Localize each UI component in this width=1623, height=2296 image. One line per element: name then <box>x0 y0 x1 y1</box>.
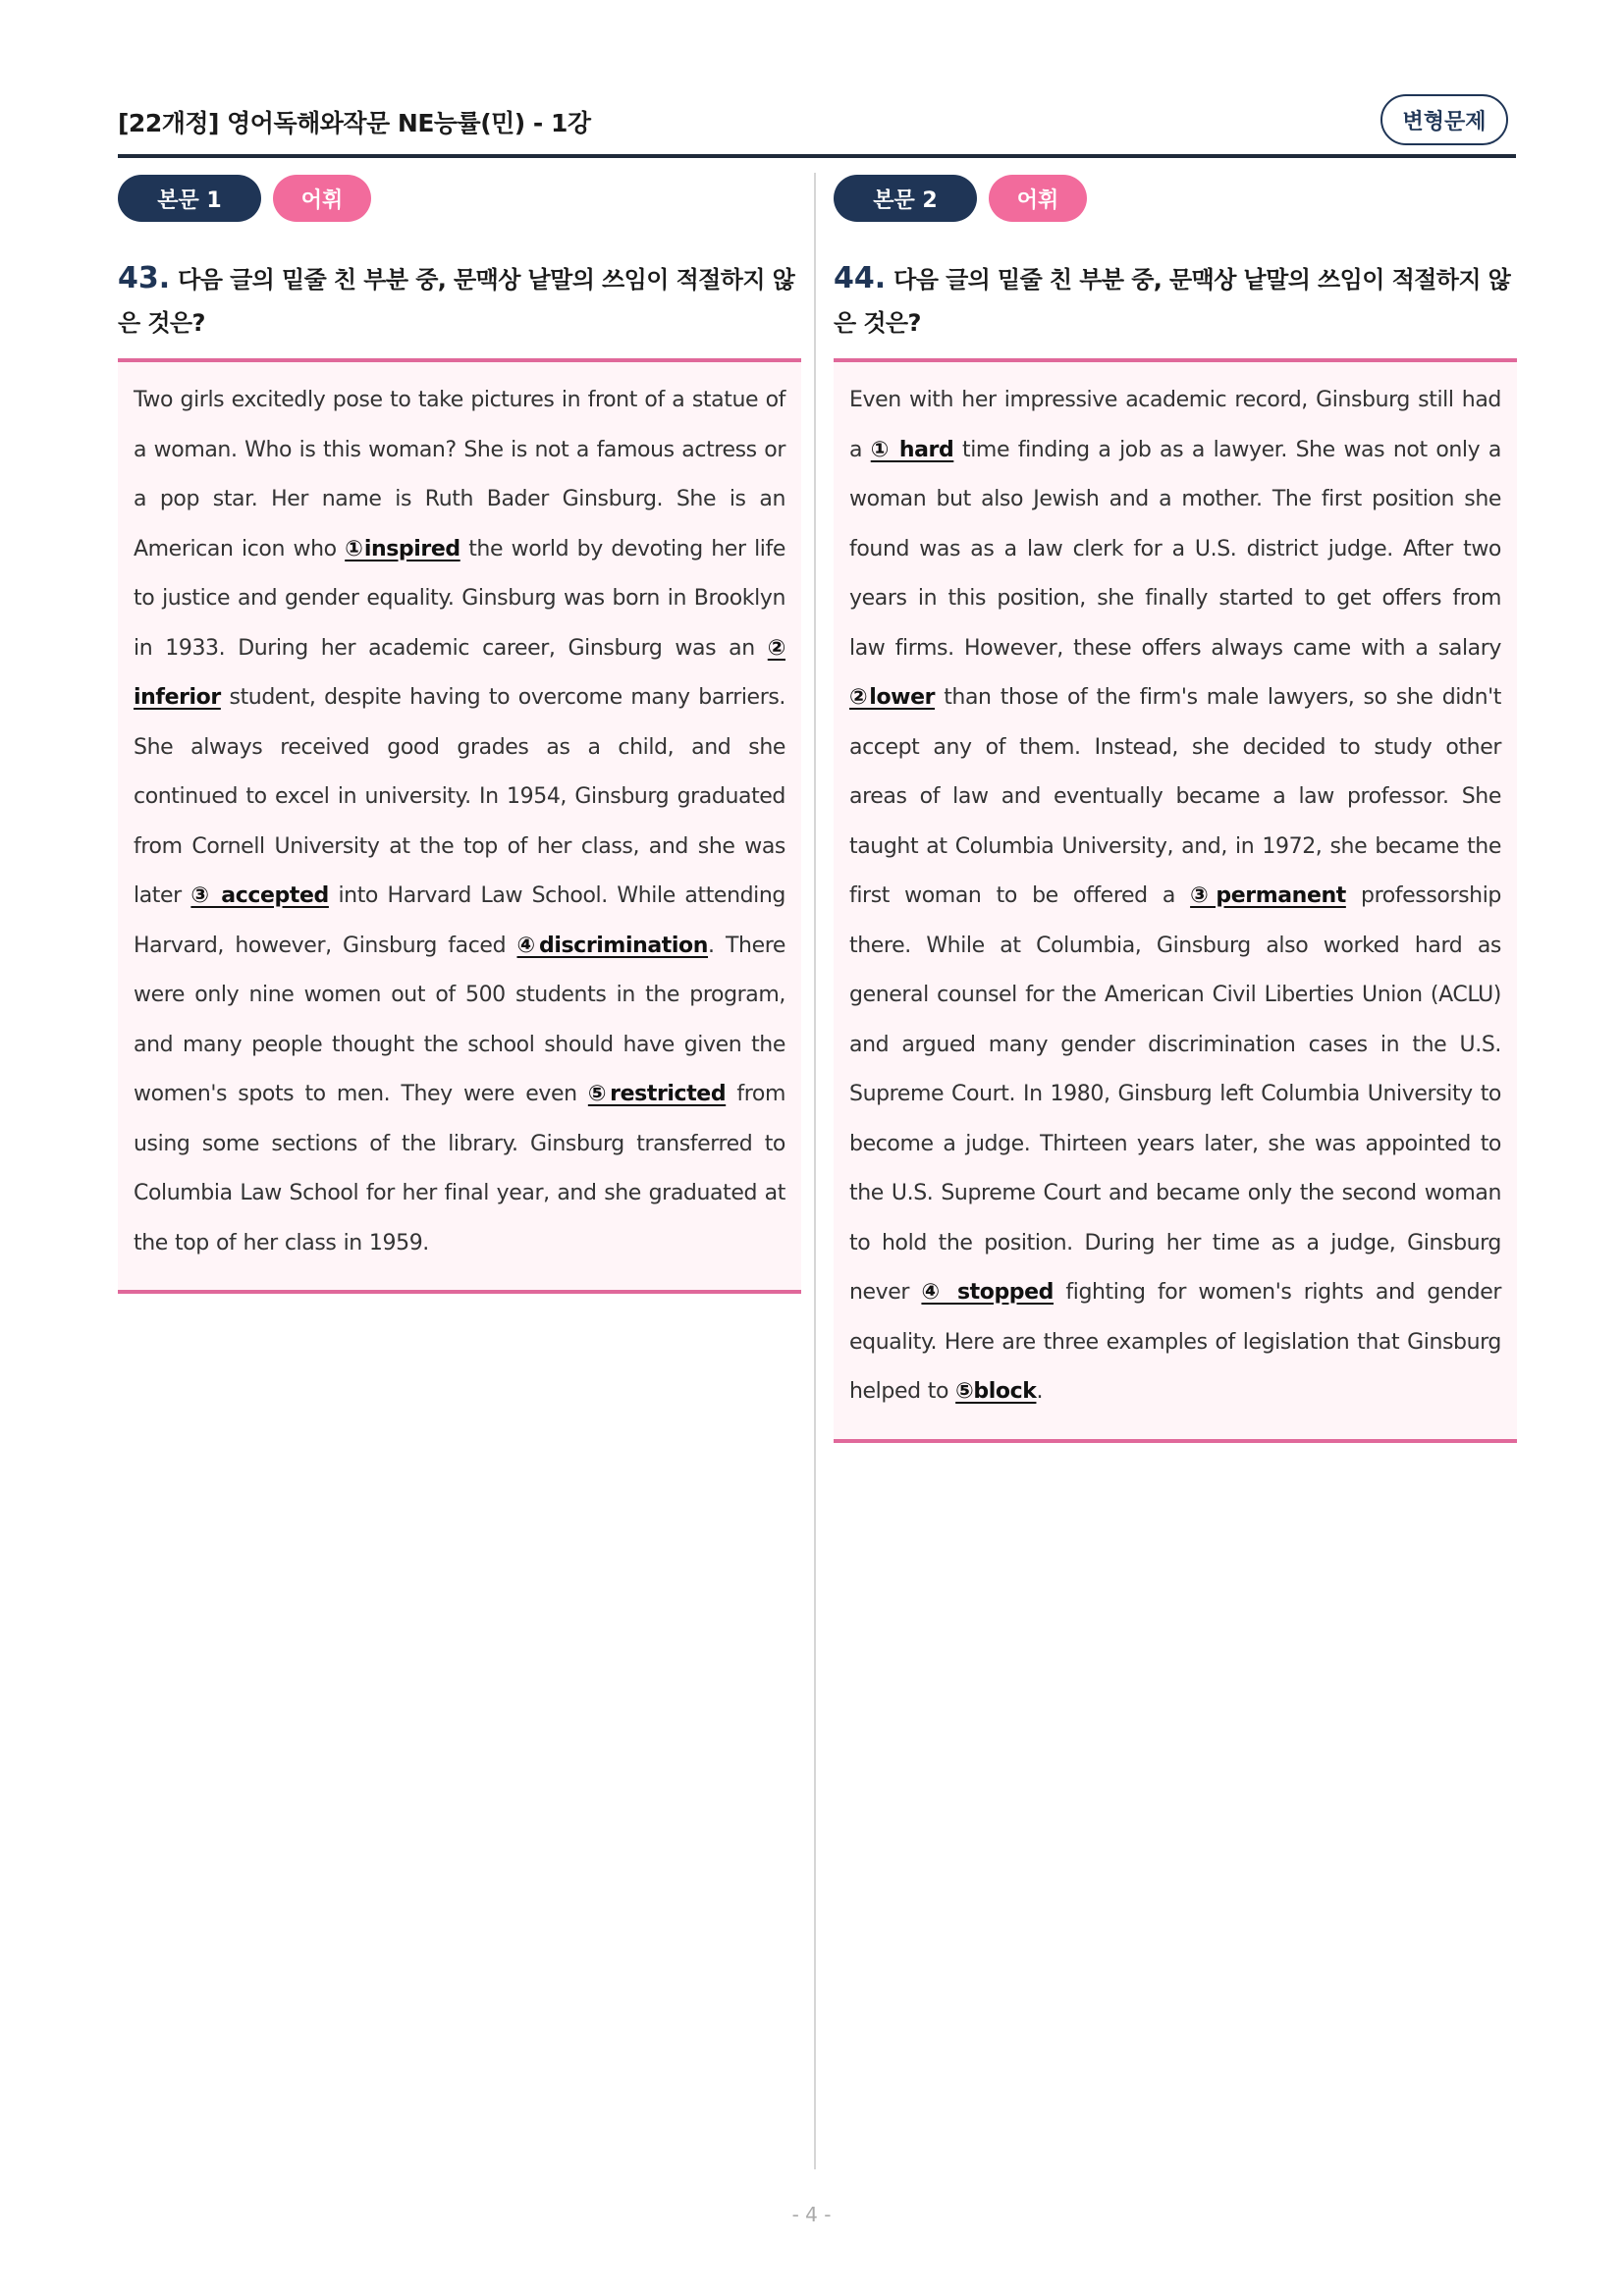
header-divider <box>118 154 1516 158</box>
question-text: 다음 글의 밑줄 친 부분 중, 문맥상 낱말의 쓰임이 적절하지 않은 것은? <box>834 266 1511 337</box>
underlined-choice-3: ③permanent <box>1190 883 1346 908</box>
passage-segment: Even with her impressive academic record, Ginsburg still had a <box>849 388 1501 462</box>
question-text: 다음 글의 밑줄 친 부분 중, 문맥상 낱말의 쓰임이 적절하지 않은 것은? <box>118 266 795 337</box>
question-44-tags <box>834 175 1517 222</box>
passage-segment: . There were only nine women out of 500 students in the program, and many people thought the school should have given the women's spots to men. They were even <box>134 933 786 1106</box>
underlined-choice-5: ⑤block <box>955 1379 1037 1404</box>
passage-segment: into Harvard Law School. While attending Harvard, however, Ginsburg faced <box>134 883 786 958</box>
passage-segment: . <box>1036 1379 1044 1404</box>
vocabulary-tag: 어휘 <box>273 175 371 222</box>
question-number: 44. <box>834 261 887 295</box>
vocabulary-tag: 어휘 <box>989 175 1087 222</box>
question-43-prompt <box>118 257 801 345</box>
underlined-choice-2: ②lower <box>849 685 936 710</box>
underlined-choice-4: ④discrimination <box>516 933 709 958</box>
passage-tag: 본문 1 <box>118 175 261 222</box>
passage-tag: 본문 2 <box>834 175 977 222</box>
question-44-prompt <box>834 257 1517 345</box>
underlined-choice-5: ⑤restricted <box>587 1082 727 1106</box>
question-43-section <box>118 175 801 1294</box>
underlined-choice-3: ③ accepted <box>190 883 329 908</box>
passage-segment: Two girls excitedly pose to take pictures in front of a statue of a woman. Who is this woman? She is not a famous actress or a pop star. Her name is Ruth Bader Ginsburg. She is an American icon who <box>134 388 785 561</box>
underlined-choice-1: ① hard <box>870 437 954 462</box>
passage-segment: fighting for women's rights and gender equality. Here are three examples of legislation that Ginsburg helped to <box>849 1280 1501 1404</box>
passage-segment: student, despite having to overcome many barriers. She always received good grades as a child, and she continued to excel in university. In 1954, Ginsburg graduated from Cornell University at the top of her class, and she was later <box>134 685 785 908</box>
passage-box <box>834 358 1517 1443</box>
underlined-choice-2: ② inferior <box>134 635 785 710</box>
page-number: - 4 - <box>791 2203 832 2226</box>
question-number: 43. <box>118 261 171 295</box>
passage-segment: time finding a job as a lawyer. She was not only a woman but also Jewish and a mother. The first position she found was as a law clerk for a U.S. district judge. After two years in this position, she finally started to get offers from law firms. However, these offers always came with a salary <box>849 437 1501 661</box>
passage-segment: from using some sections of the library. Ginsburg transferred to Columbia Law School for her final year, and she graduated at the top of her class in 1959. <box>134 1082 785 1255</box>
underlined-choice-1: ①inspired <box>345 536 460 561</box>
passage-text <box>849 376 1501 1417</box>
underlined-choice-4: ④ stopped <box>921 1280 1055 1305</box>
passage-segment: the world by devoting her life to justice and gender equality. Ginsburg was born in Brooklyn in 1933. During her academic career, Ginsburg was an <box>134 536 785 661</box>
variant-badge: 변형문제 <box>1380 94 1508 145</box>
column-divider <box>814 173 816 2169</box>
passage-text <box>134 376 785 1268</box>
document-title: [22개정] 영어독해와작문 NE능률(민) - 1강 <box>118 109 591 137</box>
question-44-section <box>834 175 1517 1443</box>
question-43-tags <box>118 175 801 222</box>
passage-box <box>118 358 801 1294</box>
passage-segment: than those of the firm's male lawyers, so she didn't accept any of them. Instead, she decided to study other areas of law and eventually became a law professor. She taught at Columbia University, and, in 1972, she became the first woman to be offered a <box>849 685 1501 908</box>
passage-segment: professorship there. While at Columbia, Ginsburg also worked hard as general counsel for the American Civil Liberties Union (ACLU) and argued many gender discrimination cases in the U.S. Supreme Court. In 1980, Ginsburg left Columbia University to become a judge. Thirteen years later, she was appointed to the U.S. Supreme Court and became only the second woman to hold the position. During her time as a judge, Ginsburg never <box>849 883 1501 1305</box>
